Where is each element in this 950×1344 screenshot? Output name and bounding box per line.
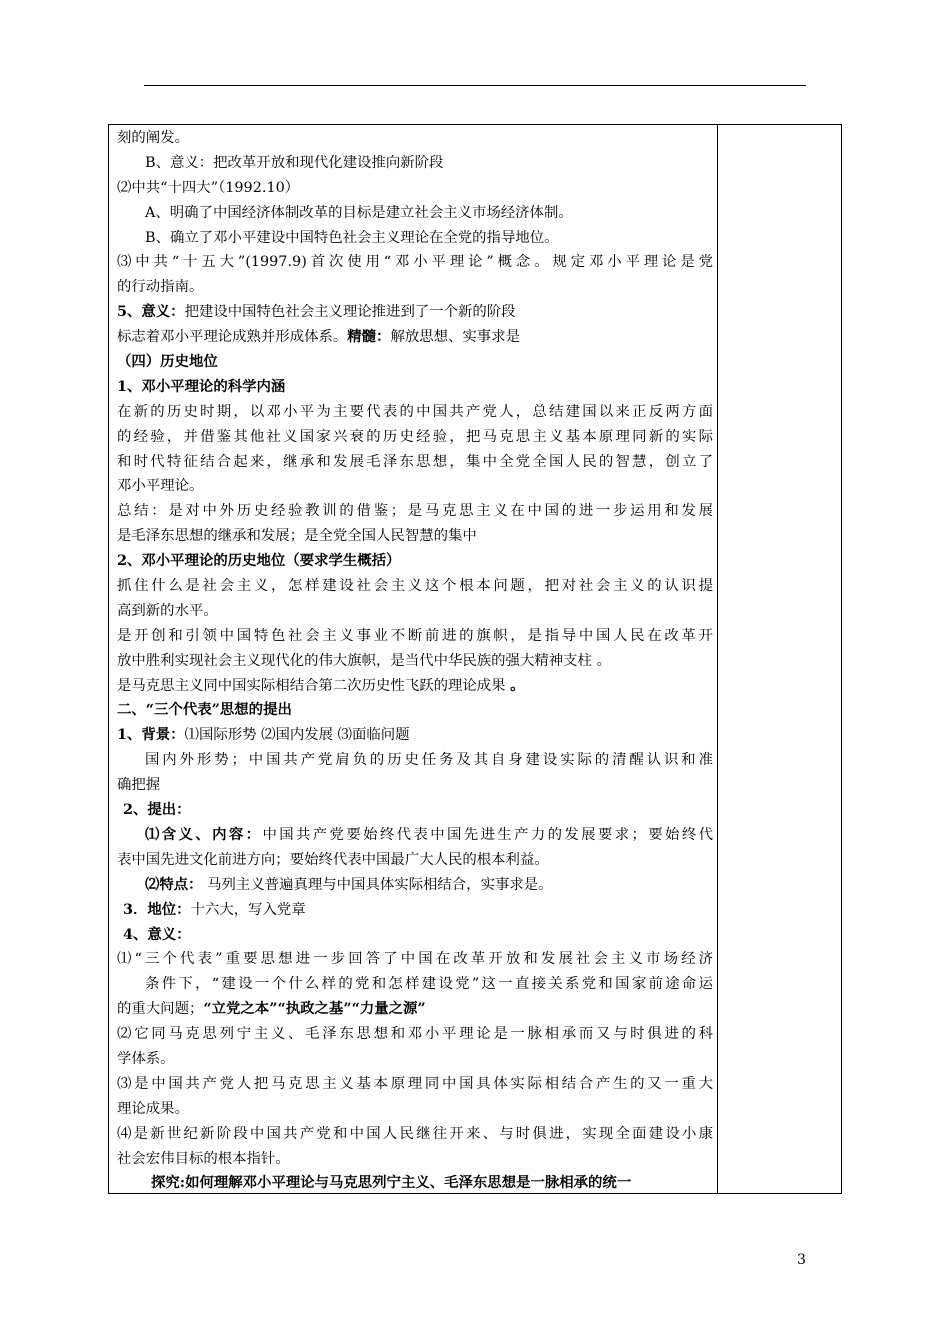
text-line — [117, 375, 713, 400]
text-line — [117, 400, 713, 425]
text-run: 抓住什么是社会主义，怎样建设社会主义这个根本问题，把对社会主义的认识提 — [117, 578, 713, 595]
text-line — [117, 474, 713, 499]
bold-text: 2、邓小平理论的历史地位（要求学生概括） — [117, 552, 401, 570]
text-run: 学体系。 — [117, 1050, 175, 1067]
text-line — [117, 201, 713, 226]
text-line — [117, 1047, 713, 1072]
text-run: B、确立了邓小平建设中国特色社会主义理论在全党的指导地位。 — [145, 229, 559, 246]
text-run: ⑴国际形势 ⑵国内发展 ⑶面临问题 — [184, 727, 410, 744]
text-run: 理论成果。 — [117, 1100, 189, 1117]
text-run: ⑵它同马克思列宁主义、毛泽东思想和邓小平理论是一脉相承而又与时俱进的科 — [117, 1026, 713, 1043]
text-line — [117, 1097, 713, 1122]
text-line — [117, 1171, 713, 1196]
text-run: 邓小平理论。 — [117, 478, 204, 495]
text-run: ⑶是中国共产党人把马克思主义基本原理同中国具体实际相结合产生的又一重大 — [117, 1075, 713, 1092]
text-run: 是开创和引领中国特色社会主义事业不断前进的旗帜，是指导中国人民在改革开 — [117, 627, 713, 644]
text-line — [117, 823, 713, 848]
text-line — [117, 1147, 713, 1172]
text-line — [117, 873, 713, 898]
text-run: 的行动指南。 — [117, 279, 204, 296]
text-run: 中国共产党要始终代表中国先进生产力的发展要求；要始终代 — [262, 826, 713, 843]
text-line — [117, 574, 713, 599]
bold-text: 5、意义： — [117, 303, 185, 321]
bold-text: ⑴含义、内容： — [145, 825, 263, 843]
bold-text: 二、“三个代表”思想的提出 — [117, 701, 292, 719]
bold-text: 精髓： — [347, 328, 391, 346]
text-run: ⑵中共“十四大”（1992.10） — [117, 179, 300, 196]
text-run: ⑴“三个代表”重要思想进一步回答了中国在改革开放和发展社会主义市场经济 — [117, 951, 713, 968]
text-line — [117, 723, 713, 748]
bold-text: （四）历史地位 — [117, 353, 218, 371]
text-run: 表中国先进文化前进方向；要始终代表中国最广大人民的根本利益。 — [117, 851, 549, 868]
content-table — [108, 124, 842, 1194]
lesson-text-column — [117, 126, 713, 1196]
text-run: 解放思想、实事求是 — [390, 329, 520, 346]
text-run: 把建设中国特色社会主义理论推进到了一个新的阶段 — [184, 304, 516, 321]
text-run: ⑶中共“十五大”(1997.9)首次使用“邓小平理论”概念。规定邓小平理论是党 — [117, 254, 713, 271]
text-line — [117, 997, 713, 1022]
text-run: 十六大，写入党章 — [190, 901, 306, 918]
bold-text: 2、提出： — [123, 801, 191, 819]
text-run: 是马克思主义同中国实际相结合第二次历史性飞跃的理论成果 — [117, 677, 511, 694]
text-line — [117, 1022, 713, 1047]
text-run: 刻的阐发。 — [117, 130, 189, 146]
bold-text: “立党之本”“执政之基”“力量之源” — [203, 1000, 426, 1018]
text-line — [117, 151, 713, 176]
text-run: 确把握 — [117, 777, 161, 794]
text-line — [117, 898, 713, 923]
text-line — [117, 798, 713, 823]
text-run: 的经验，并借鉴其他社义国家兴衰的历史经验，把马克思主义基本原理同新的实际 — [117, 428, 713, 445]
text-line — [117, 176, 713, 201]
text-run: 社会宏伟目标的根本指针。 — [117, 1150, 290, 1167]
bold-text: 探究:如何理解邓小平理论与马克思列宁主义、毛泽东思想是一脉相承的统一 — [151, 1174, 632, 1192]
text-line — [117, 972, 713, 997]
text-line — [117, 450, 713, 475]
text-line — [117, 947, 713, 972]
bold-text: 1、背景： — [117, 726, 185, 744]
text-run: 高到新的水平。 — [117, 602, 218, 619]
text-run: 在新的历史时期，以邓小平为主要代表的中国共产党人，总结建国以来正反两方面 — [117, 403, 713, 420]
text-line — [117, 698, 713, 723]
text-run: ⑷是新世纪新阶段中国共产党和中国人民继往开来、与时俱进，实现全面建设小康 — [117, 1125, 713, 1142]
text-line — [117, 275, 713, 300]
text-run: 放中胜利实现社会主义现代化的伟大旗帜，是当代中华民族的强大精神支柱 。 — [117, 652, 611, 669]
text-line — [117, 425, 713, 450]
text-line — [117, 350, 713, 375]
bold-text: ⑵特点： — [145, 875, 203, 893]
text-line — [117, 624, 713, 649]
page-number: 3 — [797, 1252, 806, 1268]
text-line — [117, 599, 713, 624]
text-line — [117, 524, 713, 549]
bold-text: 。 — [510, 676, 525, 694]
bold-text: 4、意义： — [123, 925, 191, 943]
text-run: 是毛泽东思想的继承和发展；是全党全国人民智慧的集中 — [117, 528, 477, 545]
text-line — [117, 325, 713, 350]
text-line — [117, 1122, 713, 1147]
text-line — [117, 1072, 713, 1097]
text-line — [117, 649, 713, 674]
bold-text: 3．地位： — [123, 900, 191, 918]
text-run: A、明确了中国经济体制改革的目标是建立社会主义市场经济体制。 — [145, 204, 573, 221]
text-line — [117, 126, 713, 151]
text-line — [117, 250, 713, 275]
text-line — [117, 773, 713, 798]
text-run: B、意义：把改革开放和现代化建设推向新阶段 — [145, 154, 444, 171]
text-run: 总结：是对中外历史经验教训的借鉴；是马克思主义在中国的进一步运用和发展 — [117, 503, 713, 520]
bold-text: 1、邓小平理论的科学内涵 — [117, 377, 286, 395]
text-line — [117, 748, 713, 773]
text-run: 的重大问题； — [117, 1001, 204, 1018]
text-line — [117, 674, 713, 699]
header-rule — [144, 85, 806, 86]
text-line — [117, 499, 713, 524]
text-line — [117, 923, 713, 948]
text-run: 条件下，“建设一个什么样的党和怎样建设党”这一直接关系党和国家前途命运 — [145, 976, 713, 993]
text-line — [117, 848, 713, 873]
text-line — [117, 300, 713, 325]
text-line — [117, 226, 713, 251]
text-run: 标志着邓小平理论成熟并形成体系。 — [117, 329, 348, 346]
text-run: 国内外形势；中国共产党肩负的历史任务及其自身建设实际的清醒认识和准 — [145, 752, 713, 769]
text-line — [117, 549, 713, 574]
text-run: 和时代特征结合起来，继承和发展毛泽东思想，集中全党全国人民的智慧，创立了 — [117, 453, 713, 470]
text-run: 马列主义普遍真理与中国具体实际相结合，实事求是。 — [202, 876, 553, 893]
column-divider — [717, 125, 718, 1193]
